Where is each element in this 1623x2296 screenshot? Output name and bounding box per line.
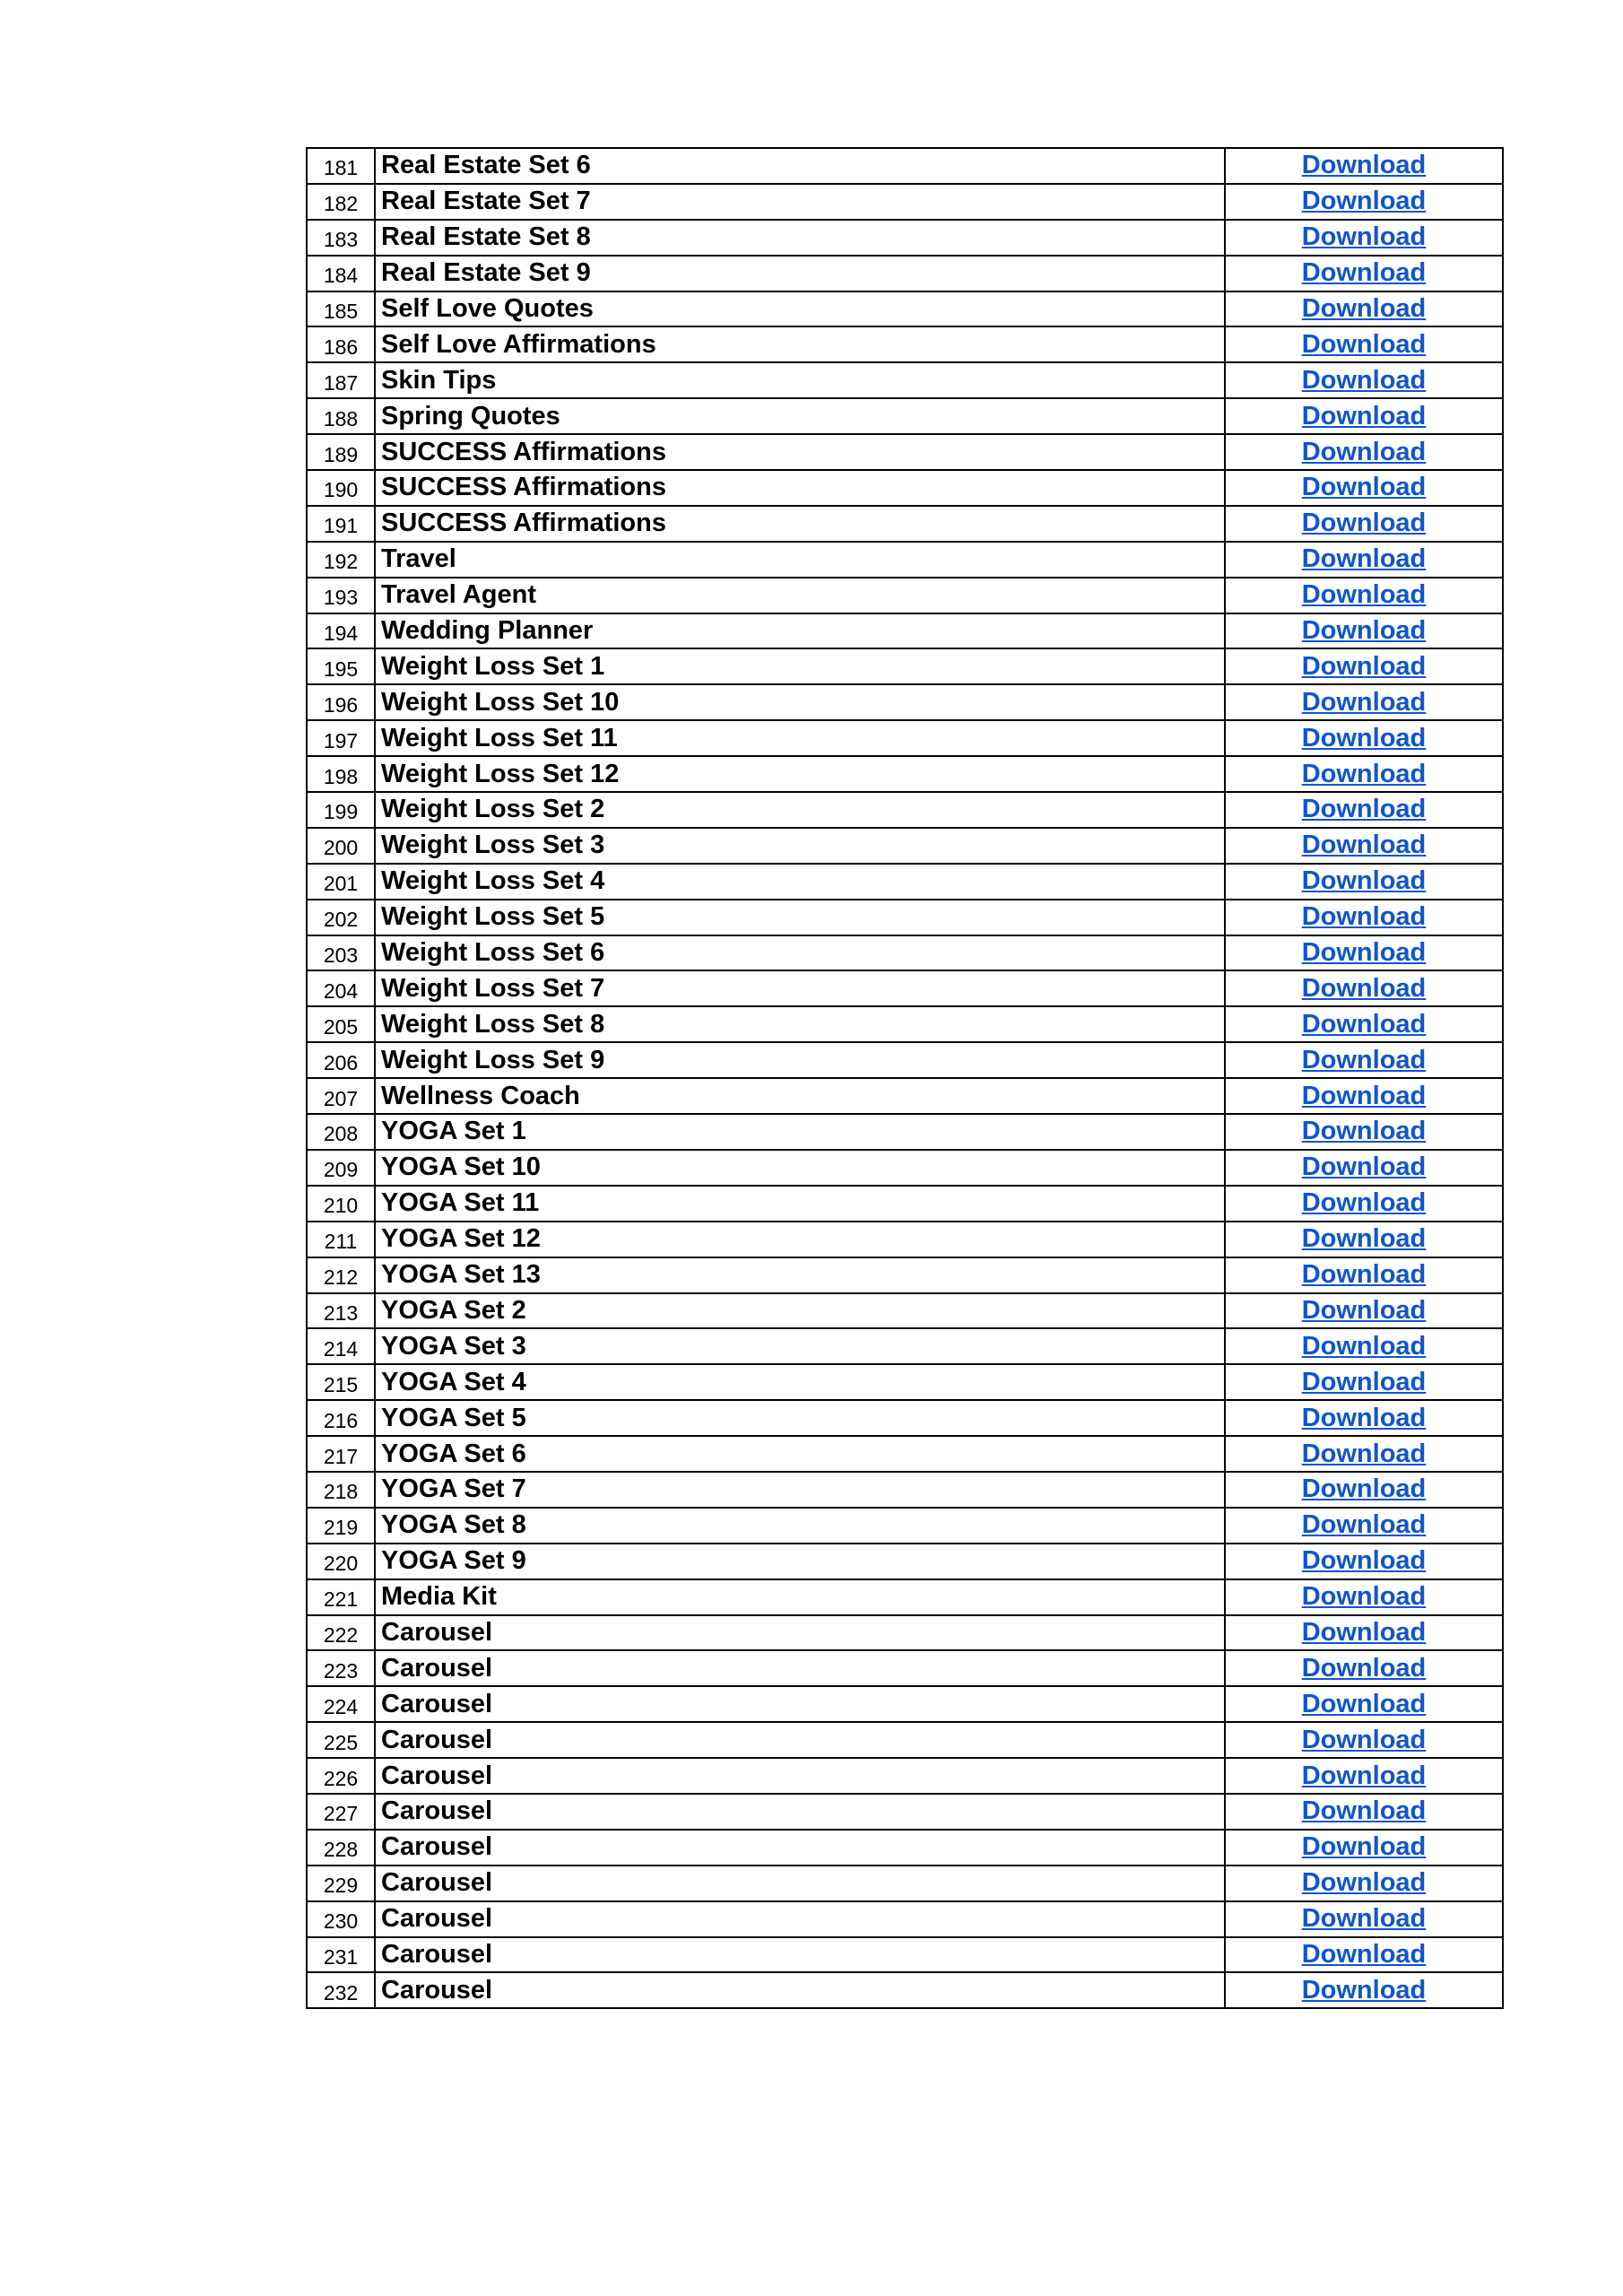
table-row [307, 1579, 1503, 1615]
table-row [307, 1472, 1503, 1508]
download-cell [1225, 1866, 1503, 1901]
download-link[interactable]: Download [1301, 759, 1427, 788]
item-name: YOGA Set 8 [375, 1508, 1225, 1544]
row-number: 194 [307, 613, 375, 649]
row-number: 210 [307, 1186, 375, 1222]
table-row [307, 1150, 1503, 1186]
download-cell [1225, 1722, 1503, 1758]
table-row [307, 1222, 1503, 1257]
download-cell [1225, 720, 1503, 756]
row-number: 211 [307, 1222, 375, 1257]
item-name: Weight Loss Set 3 [375, 828, 1225, 864]
table-row [307, 220, 1503, 256]
download-cell [1225, 1508, 1503, 1544]
table-row [307, 1830, 1503, 1866]
row-number: 193 [307, 578, 375, 613]
download-link[interactable]: Download [1301, 401, 1427, 430]
item-name: YOGA Set 4 [375, 1364, 1225, 1400]
item-name: Travel [375, 542, 1225, 578]
table-row [307, 470, 1503, 506]
table-row [307, 184, 1503, 220]
row-number: 229 [307, 1866, 375, 1901]
item-name: Weight Loss Set 5 [375, 900, 1225, 935]
download-cell [1225, 1972, 1503, 2008]
row-number: 206 [307, 1042, 375, 1078]
download-cell [1225, 1006, 1503, 1042]
download-cell [1225, 1257, 1503, 1293]
row-number: 198 [307, 756, 375, 792]
row-number: 185 [307, 291, 375, 327]
table-row [307, 1186, 1503, 1222]
table-row [307, 1650, 1503, 1686]
download-link[interactable]: Download [1301, 616, 1427, 646]
item-name: Carousel [375, 1901, 1225, 1937]
download-link[interactable]: Download [1301, 866, 1427, 896]
download-cell [1225, 434, 1503, 470]
download-link[interactable]: Download [1301, 1617, 1427, 1647]
download-link[interactable]: Download [1301, 1188, 1427, 1218]
row-number: 232 [307, 1972, 375, 2008]
row-number: 201 [307, 864, 375, 900]
download-link[interactable]: Download [1301, 1582, 1427, 1612]
table-row [307, 970, 1503, 1006]
download-link[interactable]: Download [1301, 973, 1427, 1003]
table-row [307, 506, 1503, 542]
download-link[interactable]: Download [1301, 1939, 1427, 1969]
download-link[interactable]: Download [1301, 1152, 1427, 1182]
row-number: 215 [307, 1364, 375, 1400]
download-cell [1225, 1544, 1503, 1579]
item-name: Carousel [375, 1794, 1225, 1830]
download-cell [1225, 864, 1503, 900]
download-cell [1225, 756, 1503, 792]
item-name: Carousel [375, 1722, 1225, 1758]
row-number: 202 [307, 900, 375, 935]
row-number: 227 [307, 1794, 375, 1830]
download-link[interactable]: Download [1301, 1331, 1427, 1361]
download-link[interactable]: Download [1301, 365, 1427, 395]
item-name: Carousel [375, 1972, 1225, 2008]
row-number: 204 [307, 970, 375, 1006]
table-row [307, 1508, 1503, 1544]
download-cell [1225, 1937, 1503, 1973]
item-name: Weight Loss Set 8 [375, 1006, 1225, 1042]
item-name: YOGA Set 7 [375, 1472, 1225, 1508]
download-cell [1225, 542, 1503, 578]
download-cell [1225, 613, 1503, 649]
row-number: 195 [307, 648, 375, 684]
download-link[interactable]: Download [1301, 437, 1427, 466]
row-number: 186 [307, 326, 375, 362]
download-cell [1225, 1222, 1503, 1257]
download-link[interactable]: Download [1301, 723, 1427, 752]
row-number: 220 [307, 1544, 375, 1579]
download-cell [1225, 291, 1503, 327]
item-name: Carousel [375, 1758, 1225, 1794]
table-row [307, 1972, 1503, 2008]
download-link[interactable]: Download [1301, 1117, 1427, 1146]
item-name: Weight Loss Set 11 [375, 720, 1225, 756]
table-row [307, 398, 1503, 434]
item-name: YOGA Set 11 [375, 1186, 1225, 1222]
table-row [307, 1758, 1503, 1794]
download-cell [1225, 828, 1503, 864]
download-cell [1225, 506, 1503, 542]
item-name: Carousel [375, 1615, 1225, 1651]
table-row [307, 1686, 1503, 1722]
item-name: Weight Loss Set 2 [375, 792, 1225, 828]
item-name: YOGA Set 3 [375, 1328, 1225, 1364]
item-name: Real Estate Set 6 [375, 148, 1225, 184]
download-link[interactable]: Download [1301, 795, 1427, 824]
item-name: Carousel [375, 1937, 1225, 1973]
download-link[interactable]: Download [1301, 544, 1427, 574]
table-row [307, 256, 1503, 291]
download-cell [1225, 1436, 1503, 1472]
table-row [307, 720, 1503, 756]
download-cell [1225, 1400, 1503, 1436]
download-cell [1225, 362, 1503, 398]
table-row [307, 1866, 1503, 1901]
table-row [307, 684, 1503, 720]
item-name: Carousel [375, 1830, 1225, 1866]
item-name: SUCCESS Affirmations [375, 506, 1225, 542]
download-link[interactable]: Download [1301, 1081, 1427, 1110]
download-link[interactable]: Download [1301, 1689, 1427, 1718]
item-name: SUCCESS Affirmations [375, 434, 1225, 470]
row-number: 197 [307, 720, 375, 756]
table-row [307, 326, 1503, 362]
table-row [307, 900, 1503, 935]
table-row [307, 291, 1503, 327]
download-link[interactable]: Download [1301, 687, 1427, 717]
item-name: Carousel [375, 1866, 1225, 1901]
download-cell [1225, 1364, 1503, 1400]
row-number: 200 [307, 828, 375, 864]
download-link[interactable]: Download [1301, 1224, 1427, 1254]
download-link[interactable]: Download [1301, 1295, 1427, 1325]
row-number: 191 [307, 506, 375, 542]
item-name: Weight Loss Set 4 [375, 864, 1225, 900]
table-row [307, 1006, 1503, 1042]
table-row [307, 1794, 1503, 1830]
download-link[interactable]: Download [1301, 831, 1427, 860]
download-link[interactable]: Download [1301, 473, 1427, 502]
download-cell [1225, 1615, 1503, 1651]
row-number: 221 [307, 1579, 375, 1615]
download-cell [1225, 900, 1503, 935]
row-number: 230 [307, 1901, 375, 1937]
item-name: Weight Loss Set 1 [375, 648, 1225, 684]
download-link[interactable]: Download [1301, 1474, 1427, 1504]
table-row [307, 148, 1503, 184]
download-link[interactable]: Download [1301, 1045, 1427, 1074]
item-name: Real Estate Set 8 [375, 220, 1225, 256]
item-name: YOGA Set 10 [375, 1150, 1225, 1186]
row-number: 212 [307, 1257, 375, 1293]
table-row [307, 828, 1503, 864]
item-name: Wellness Coach [375, 1078, 1225, 1114]
row-number: 219 [307, 1508, 375, 1544]
download-cell [1225, 578, 1503, 613]
table-row [307, 613, 1503, 649]
download-link[interactable]: Download [1301, 1009, 1427, 1039]
item-name: YOGA Set 2 [375, 1293, 1225, 1329]
row-number: 224 [307, 1686, 375, 1722]
download-link[interactable]: Download [1301, 1403, 1427, 1432]
row-number: 225 [307, 1722, 375, 1758]
table-row [307, 756, 1503, 792]
download-cell [1225, 184, 1503, 220]
download-cell [1225, 1114, 1503, 1150]
download-cell [1225, 470, 1503, 506]
download-link[interactable]: Download [1301, 1796, 1427, 1826]
download-link[interactable]: Download [1301, 187, 1427, 216]
download-cell [1225, 148, 1503, 184]
download-link[interactable]: Download [1301, 1725, 1427, 1754]
table-row [307, 1722, 1503, 1758]
item-name: Spring Quotes [375, 398, 1225, 434]
download-link[interactable]: Download [1301, 222, 1427, 252]
item-name: YOGA Set 5 [375, 1400, 1225, 1436]
download-cell [1225, 256, 1503, 291]
download-cell [1225, 1150, 1503, 1186]
table-row [307, 1364, 1503, 1400]
download-cell [1225, 1830, 1503, 1866]
item-name: Weight Loss Set 6 [375, 935, 1225, 971]
row-number: 228 [307, 1830, 375, 1866]
table-row [307, 542, 1503, 578]
download-cell [1225, 935, 1503, 971]
table-row [307, 1328, 1503, 1364]
download-link[interactable]: Download [1301, 258, 1427, 288]
item-name: Travel Agent [375, 578, 1225, 613]
row-number: 214 [307, 1328, 375, 1364]
download-link[interactable]: Download [1301, 580, 1427, 610]
download-link[interactable]: Download [1301, 509, 1427, 538]
table-row [307, 792, 1503, 828]
table-row [307, 935, 1503, 971]
item-name: YOGA Set 1 [375, 1114, 1225, 1150]
download-cell [1225, 684, 1503, 720]
table-row [307, 1400, 1503, 1436]
download-link[interactable]: Download [1301, 151, 1427, 180]
download-link[interactable]: Download [1301, 294, 1427, 323]
download-link[interactable]: Download [1301, 1260, 1427, 1290]
item-name: Weight Loss Set 9 [375, 1042, 1225, 1078]
table-row [307, 1293, 1503, 1329]
row-number: 203 [307, 935, 375, 971]
item-name: Self Love Affirmations [375, 326, 1225, 362]
download-cell [1225, 1328, 1503, 1364]
row-number: 196 [307, 684, 375, 720]
item-name: YOGA Set 9 [375, 1544, 1225, 1579]
download-link[interactable]: Download [1301, 1975, 1427, 2005]
row-number: 199 [307, 792, 375, 828]
row-number: 189 [307, 434, 375, 470]
download-link[interactable]: Download [1301, 902, 1427, 932]
table-row [307, 1937, 1503, 1973]
row-number: 223 [307, 1650, 375, 1686]
download-link[interactable]: Download [1301, 651, 1427, 681]
download-cell [1225, 1472, 1503, 1508]
download-cell [1225, 970, 1503, 1006]
download-link[interactable]: Download [1301, 1868, 1427, 1898]
download-cell [1225, 792, 1503, 828]
download-link[interactable]: Download [1301, 1832, 1427, 1862]
download-link[interactable]: Download [1301, 1367, 1427, 1396]
row-number: 218 [307, 1472, 375, 1508]
download-cell [1225, 1078, 1503, 1114]
download-link[interactable]: Download [1301, 1904, 1427, 1934]
row-number: 226 [307, 1758, 375, 1794]
row-number: 207 [307, 1078, 375, 1114]
item-name: YOGA Set 13 [375, 1257, 1225, 1293]
table-body [307, 148, 1503, 2008]
download-link[interactable]: Download [1301, 1510, 1427, 1540]
item-name: Weight Loss Set 12 [375, 756, 1225, 792]
row-number: 183 [307, 220, 375, 256]
item-name: Carousel [375, 1650, 1225, 1686]
row-number: 192 [307, 542, 375, 578]
row-number: 188 [307, 398, 375, 434]
row-number: 216 [307, 1400, 375, 1436]
download-cell [1225, 1579, 1503, 1615]
row-number: 187 [307, 362, 375, 398]
download-cell [1225, 1794, 1503, 1830]
table-row [307, 1544, 1503, 1579]
table-row [307, 1615, 1503, 1651]
row-number: 209 [307, 1150, 375, 1186]
download-link[interactable]: Download [1301, 329, 1427, 359]
table-row [307, 434, 1503, 470]
table-row [307, 864, 1503, 900]
row-number: 182 [307, 184, 375, 220]
table-row [307, 648, 1503, 684]
item-name: Media Kit [375, 1579, 1225, 1615]
download-cell [1225, 1293, 1503, 1329]
row-number: 190 [307, 470, 375, 506]
table-row [307, 578, 1503, 613]
item-name: Real Estate Set 7 [375, 184, 1225, 220]
table-row [307, 1901, 1503, 1937]
row-number: 208 [307, 1114, 375, 1150]
download-link[interactable]: Download [1301, 1761, 1427, 1790]
download-cell [1225, 398, 1503, 434]
download-cell [1225, 326, 1503, 362]
row-number: 222 [307, 1615, 375, 1651]
item-name: Skin Tips [375, 362, 1225, 398]
item-name: Wedding Planner [375, 613, 1225, 649]
download-cell [1225, 1901, 1503, 1937]
table-row [307, 1257, 1503, 1293]
item-name: YOGA Set 6 [375, 1436, 1225, 1472]
item-name: Weight Loss Set 7 [375, 970, 1225, 1006]
download-cell [1225, 1758, 1503, 1794]
item-name: SUCCESS Affirmations [375, 470, 1225, 506]
download-link[interactable]: Download [1301, 1439, 1427, 1468]
table-row [307, 1114, 1503, 1150]
item-name: Carousel [375, 1686, 1225, 1722]
download-cell [1225, 220, 1503, 256]
row-number: 205 [307, 1006, 375, 1042]
item-name: Real Estate Set 9 [375, 256, 1225, 291]
download-cell [1225, 1186, 1503, 1222]
download-cell [1225, 1650, 1503, 1686]
table-row [307, 1078, 1503, 1114]
item-name: Self Love Quotes [375, 291, 1225, 327]
download-table [306, 147, 1504, 2009]
row-number: 184 [307, 256, 375, 291]
row-number: 181 [307, 148, 375, 184]
row-number: 213 [307, 1293, 375, 1329]
download-cell [1225, 1042, 1503, 1078]
download-link[interactable]: Download [1301, 938, 1427, 968]
download-cell [1225, 1686, 1503, 1722]
item-name: Weight Loss Set 10 [375, 684, 1225, 720]
item-name: YOGA Set 12 [375, 1222, 1225, 1257]
table-row [307, 362, 1503, 398]
row-number: 217 [307, 1436, 375, 1472]
download-link[interactable]: Download [1301, 1653, 1427, 1683]
table-row [307, 1436, 1503, 1472]
download-link[interactable]: Download [1301, 1546, 1427, 1576]
download-cell [1225, 648, 1503, 684]
table-row [307, 1042, 1503, 1078]
row-number: 231 [307, 1937, 375, 1973]
